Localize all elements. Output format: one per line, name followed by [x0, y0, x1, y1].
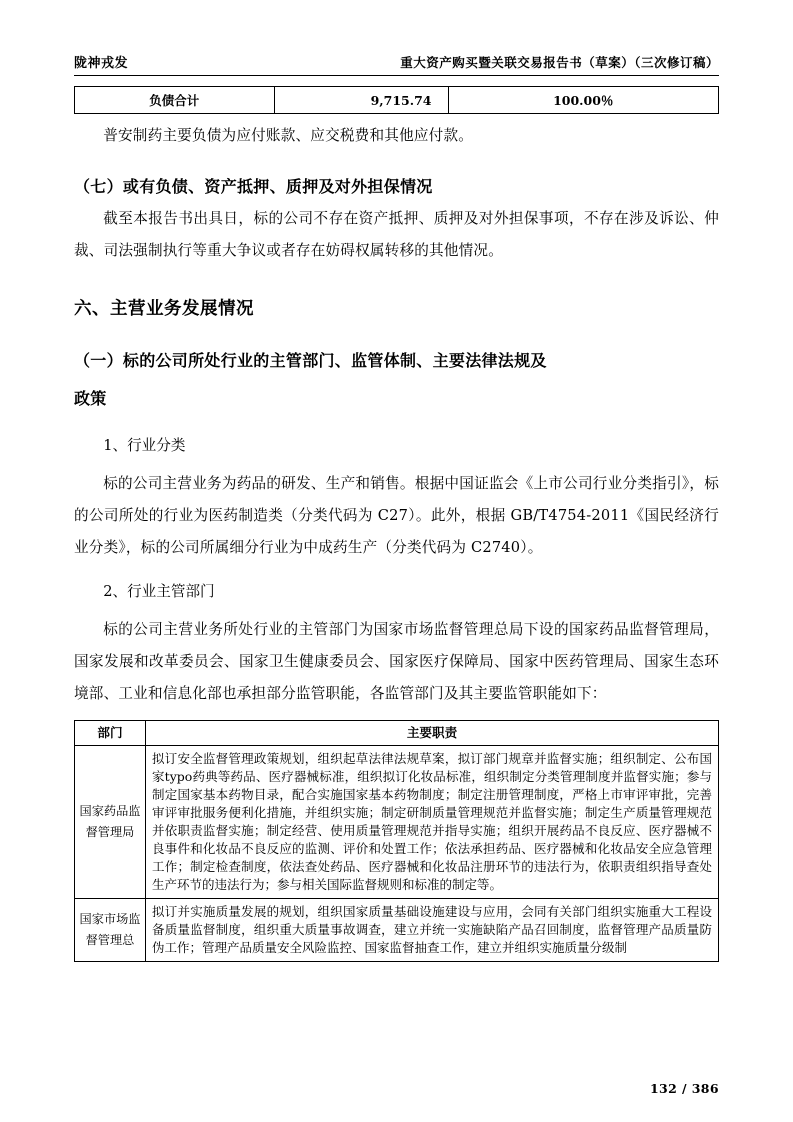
- table-header-row: [75, 721, 719, 746]
- list-item-industry-classification: 1、行业分类: [103, 437, 186, 454]
- column-header-department: 部门: [75, 721, 146, 746]
- liabilities-total-table: [74, 86, 719, 114]
- paragraph-industry-classification: 标的公司主营业务为药品的研发、生产和销售。根据中国证监会《上市公司行业分类指引》，标的公司所处的行业为医药制造类（分类代码为 C27）。此外，根据 GB/T4754-2011《国民经济行业分类》，标的公司所属细分行业为中成药生产（分类代码为 C2740）。: [74, 475, 719, 556]
- regulatory-duties-table: [74, 720, 719, 962]
- table-row: [75, 899, 719, 962]
- paragraph-liabilities-note: 普安制药主要负债为应付账款、应交税费和其他应付款。: [103, 127, 474, 144]
- list-item-industry-authority: 2、行业主管部门: [103, 583, 215, 600]
- cell-duties-nmpa: 拟订安全监督管理政策规划，组织起草法律法规草案，拟订部门规章并监督实施；组织制定、公布国家typo药典等药品、医疗器械标准，组织拟订化妆品标准，组织制定分类管理制度并监督实施；参与制定国家基本药物目录，配合实施国家基本药物制度；制定注册管理制度，严格上市审评审批，完善审评审批服务便利化措施，并组织实施；制定研制质量管理规范并监督实施；制定生产质量管理规范并依职责监督实施；制定经营、使用质量管理规范并指导实施；组织开展药品不良反应、医疗器械不良事件和化妆品不良反应的监测、评价和处置工作；依法承担药品、医疗器械和化妆品安全应急管理工作；制定检查制度，依法查处药品、医疗器械和化妆品注册环节的违法行为，依职责组织指导查处生产环节的违法行为；参与相关国际监督规则和标准的制定等。: [146, 746, 719, 899]
- paragraph-contingent-liabilities: 截至本报告书出具日，标的公司不存在资产抵押、质押及对外担保事项，不存在涉及诉讼、仲裁、司法强制执行等重大争议或者存在妨碍权属转移的其他情况。: [74, 210, 719, 259]
- heading-section-six-one-line2: 政策: [74, 389, 107, 408]
- table-row: [75, 87, 719, 114]
- liabilities-total-label: 负债合计: [75, 87, 275, 114]
- cell-duties-samr: 拟订并实施质量发展的规划，组织国家质量基础设施建设与应用，会同有关部门组织实施重大工程设备质量监督制度，组织重大质量事故调查，建立并统一实施缺陷产品召回制度，监督管理产品质量防伪工作；管理产品质量安全风险监控、国家监督抽查工作，建立并组织实施质量分级制: [146, 899, 719, 962]
- header-company-name: 陇神戎发: [74, 56, 129, 71]
- heading-section-seven: （七）或有负债、资产抵押、质押及对外担保情况: [74, 177, 433, 196]
- paragraph-industry-authority: 标的公司主营业务所处行业的主管部门为国家市场监督管理总局下设的国家药品监督管理局，国家发展和改革委员会、国家卫生健康委员会、国家医疗保障局、国家中医药管理局、国家生态环境部、工业和信息化部也承担部分监管职能，各监管部门及其主要监管职能如下：: [74, 621, 719, 702]
- cell-department-nmpa: 国家药品监督管理局: [75, 746, 146, 899]
- liabilities-total-percent: 100.00％: [448, 87, 719, 114]
- heading-section-six: 六、主营业务发展情况: [74, 299, 254, 319]
- page-header: [74, 52, 719, 76]
- cell-department-samr: 国家市场监督管理总: [75, 899, 146, 962]
- table-row: [75, 746, 719, 899]
- header-document-title: 重大资产购买暨关联交易报告书（草案）（三次修订稿）: [400, 55, 719, 70]
- page-number: 132 / 386: [649, 1081, 719, 1096]
- column-header-duties: 主要职责: [146, 721, 719, 746]
- heading-section-six-one-line1: （一）标的公司所处行业的主管部门、监管体制、主要法律法规及: [74, 351, 547, 370]
- liabilities-total-amount: 9,715.74: [274, 87, 448, 114]
